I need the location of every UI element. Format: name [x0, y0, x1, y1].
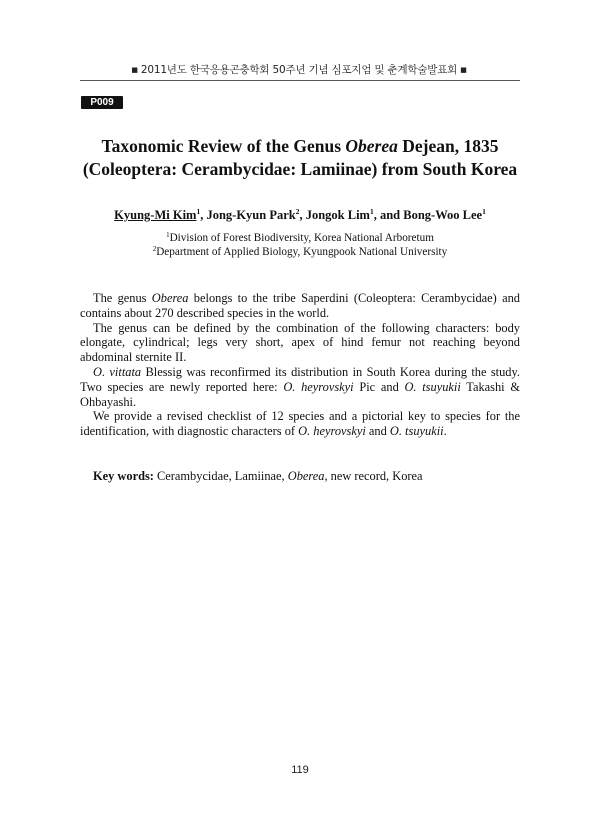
abstract-paragraph-2: The genus can be defined by the combination of the following characters: body elongate, cylindrical; legs very short, apex of hind femur not reaching beyond abdominal sternite II. — [80, 320, 520, 365]
poster-code-badge: P009 — [81, 96, 123, 109]
author-name: Jong-Kyun Park — [206, 208, 296, 222]
author-name: Bong-Woo Lee — [403, 208, 483, 222]
keywords-line: Key words: Cerambycidae, Lamiinae, Oberea, new record, Korea — [93, 469, 423, 483]
affiliation-2: $^2$Department of Applied Biology, Kyungpook National University — [152, 245, 448, 258]
affiliation-mark: 1 — [196, 207, 201, 216]
author-list: Kyung-Mi Kim$^1$, Jong-Kyun Park$^2$, Jongok Lim$^1$, and Bong-Woo Lee$^1$ — [114, 207, 486, 222]
page-number: 119 — [291, 764, 309, 776]
paper-title — [60, 135, 540, 181]
square-bullet-icon: ■ — [131, 66, 138, 74]
abstract-paragraph-3: O. vittata Blessig was reconfirmed its distribution in South Korea during the study. Two species are newly reported here: O. heyrovskyi Pic and O. tsuyukii Takashi & Ohbayashi. — [80, 364, 520, 409]
title-genus: Oberea — [345, 136, 398, 156]
author-name: Jongok Lim — [305, 208, 370, 222]
header-title: 2011년도 한국응용곤충학회 50주년 기념 심포지엄 및 춘계학술발표회 — [140, 64, 458, 76]
title-line-2: (Coleoptera: Cerambycidae: Lamiinae) from South Korea — [82, 159, 518, 179]
author-name: Kyung-Mi Kim — [114, 208, 197, 222]
abstract-paragraph-1: The genus Oberea belongs to the tribe Saperdini (Coleoptera: Cerambycidae) and contains about 270 described species in the world. — [80, 291, 520, 320]
affiliation-mark: 1 — [369, 207, 374, 216]
header-divider — [80, 80, 520, 81]
keywords-label: Key words: — [93, 469, 154, 483]
square-bullet-icon: ■ — [460, 66, 467, 74]
running-header — [80, 62, 518, 77]
title-line-1: Taxonomic Review of the Genus Oberea Dejean, 1835 — [101, 136, 499, 156]
abstract-body — [80, 291, 520, 439]
affiliation-mark: 2 — [295, 207, 300, 216]
abstract-paragraph-4: We provide a revised checklist of 12 species and a pictorial key to species for the identification, with diagnostic characters of O. heyrovskyi and O. tsuyukii. — [80, 409, 520, 439]
affiliation-mark: 1 — [482, 207, 486, 216]
affiliation-1: $^1$Division of Forest Biodiversity, Korea National Arboretum — [166, 231, 434, 244]
